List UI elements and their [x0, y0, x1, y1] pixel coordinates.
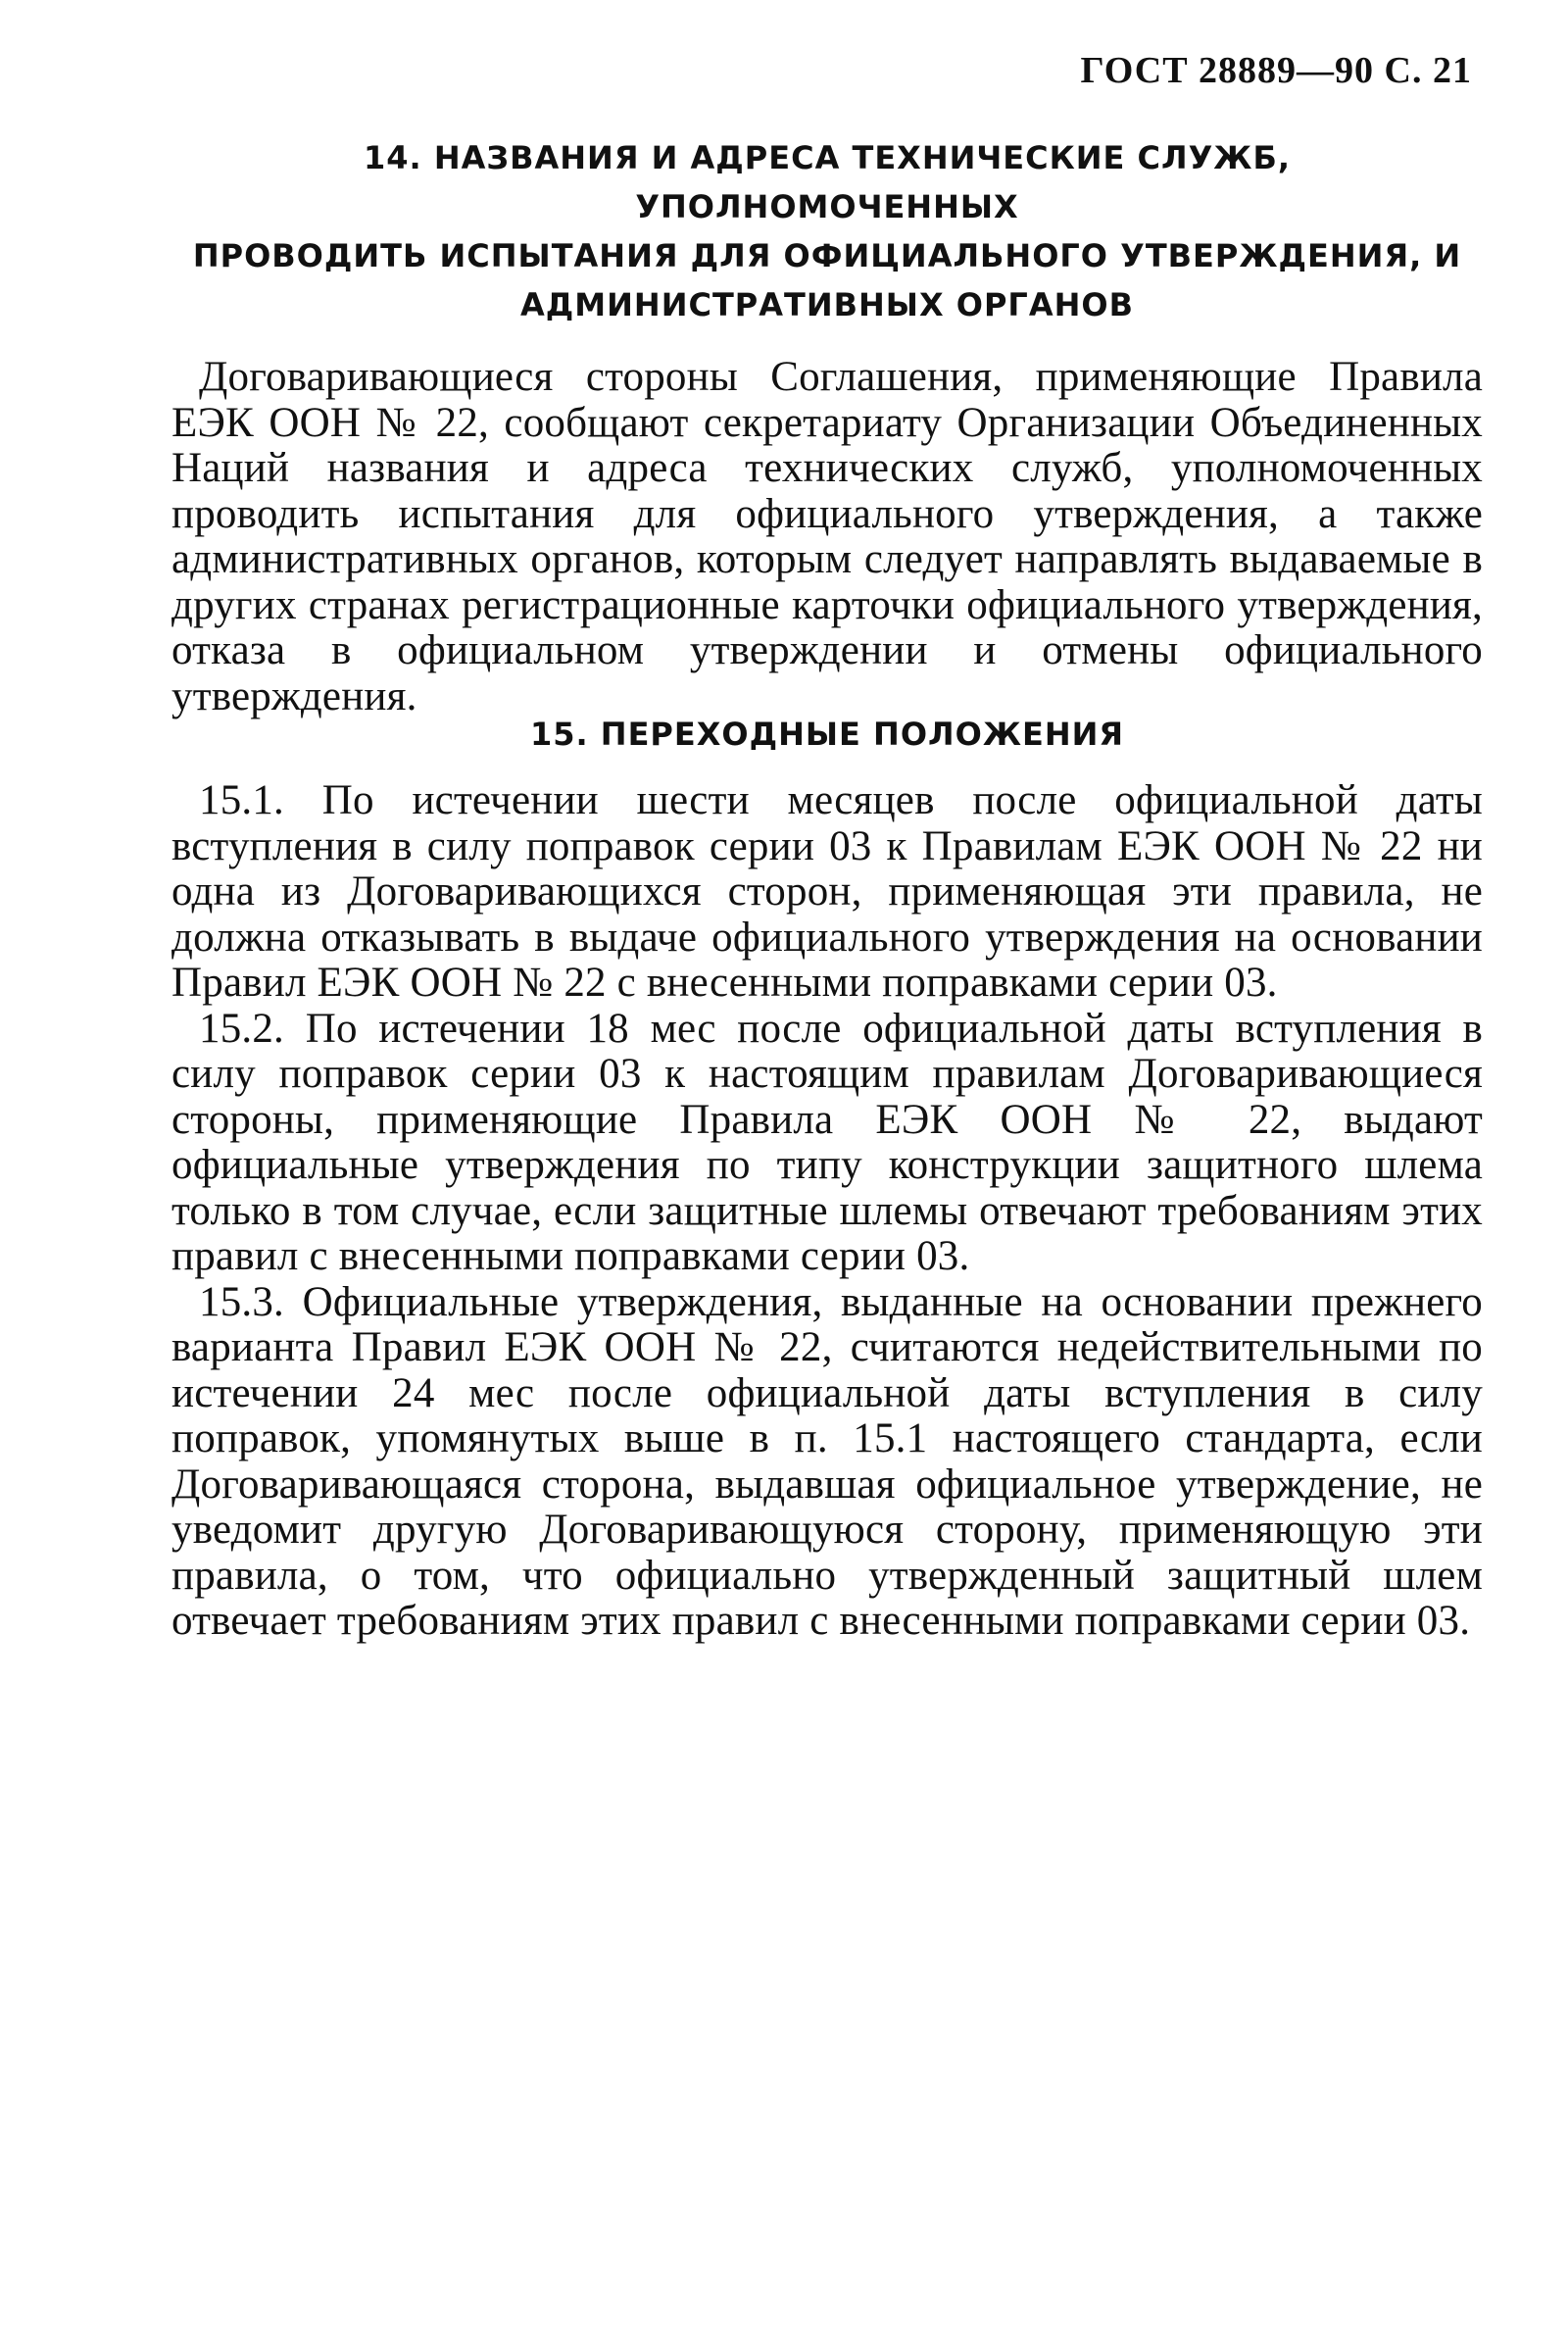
- section-14-heading-line-3: АДМИНИСТРАТИВНЫХ ОРГАНОВ: [520, 286, 1134, 323]
- section-14-heading-line-1: 14. НАЗВАНИЯ И АДРЕСА ТЕХНИЧЕСКИЕ СЛУЖБ, УПОЛНОМОЧЕННЫХ: [363, 139, 1291, 225]
- clause-15-3: 15.3. Официальные утверждения, выданные на основании прежнего варианта Правил ЕЭК ООН № 22, считаются недействительными по истечении 24 мес после официальной даты вступления в силу поправок, упомянутых выше в п. 15.1 настоящего стандарта, если Договаривающаяся сторона, выдавшая официальное утверждение, не уведомит другую Договаривающуюся сторону, применяющую эти правила, о том, что официально утвержденный защитный шлем отвечает требованиям этих правил с внесенными поправками серии 03.: [172, 1278, 1483, 1644]
- clause-15-2: 15.2. По истечении 18 мес после официальной даты вступления в силу поправок серии 03 к настоящим правилам Договаривающиеся стороны, применяющие Правила ЕЭК ООН № 22, выдают официальные утверждения по типу конструкции защитного шлема только в том случае, если защитные шлемы отвечают требованиям этих правил с внесенными поправками серии 03.: [172, 1005, 1483, 1279]
- section-15: [172, 710, 1483, 1645]
- section-15-heading: 15. ПЕРЕХОДНЫЕ ПОЛОЖЕНИЯ: [529, 716, 1125, 753]
- section-14: [172, 133, 1483, 719]
- running-header: ГОСТ 28889—90 С. 21: [1080, 50, 1472, 91]
- section-14-heading-line-2: ПРОВОДИТЬ ИСПЫТАНИЯ ДЛЯ ОФИЦИАЛЬНОГО УТВЕРЖДЕНИЯ, И: [192, 237, 1462, 274]
- section-14-paragraph: Договаривающиеся стороны Соглашения, применяющие Правила ЕЭК ООН № 22, сообщают секретариату Организации Объединенных Наций названия и адреса технических служб, уполномоченных проводить испытания для официального утверждения, а также административных органов, которым следует направлять выдаваемые в других странах регистрационные карточки официального утверждения, отказа в официальном утверждении и отмены официального утверждения.: [172, 354, 1483, 719]
- clause-15-1: 15.1. По истечении шести месяцев после официальной даты вступления в силу поправок серии 03 к Правилам ЕЭК ООН № 22 ни одна из Договаривающихся сторон, применяющая эти правила, не должна отказывать в выдаче официального утверждения на основании Правил ЕЭК ООН № 22 с внесенными поправками серии 03.: [172, 777, 1483, 1006]
